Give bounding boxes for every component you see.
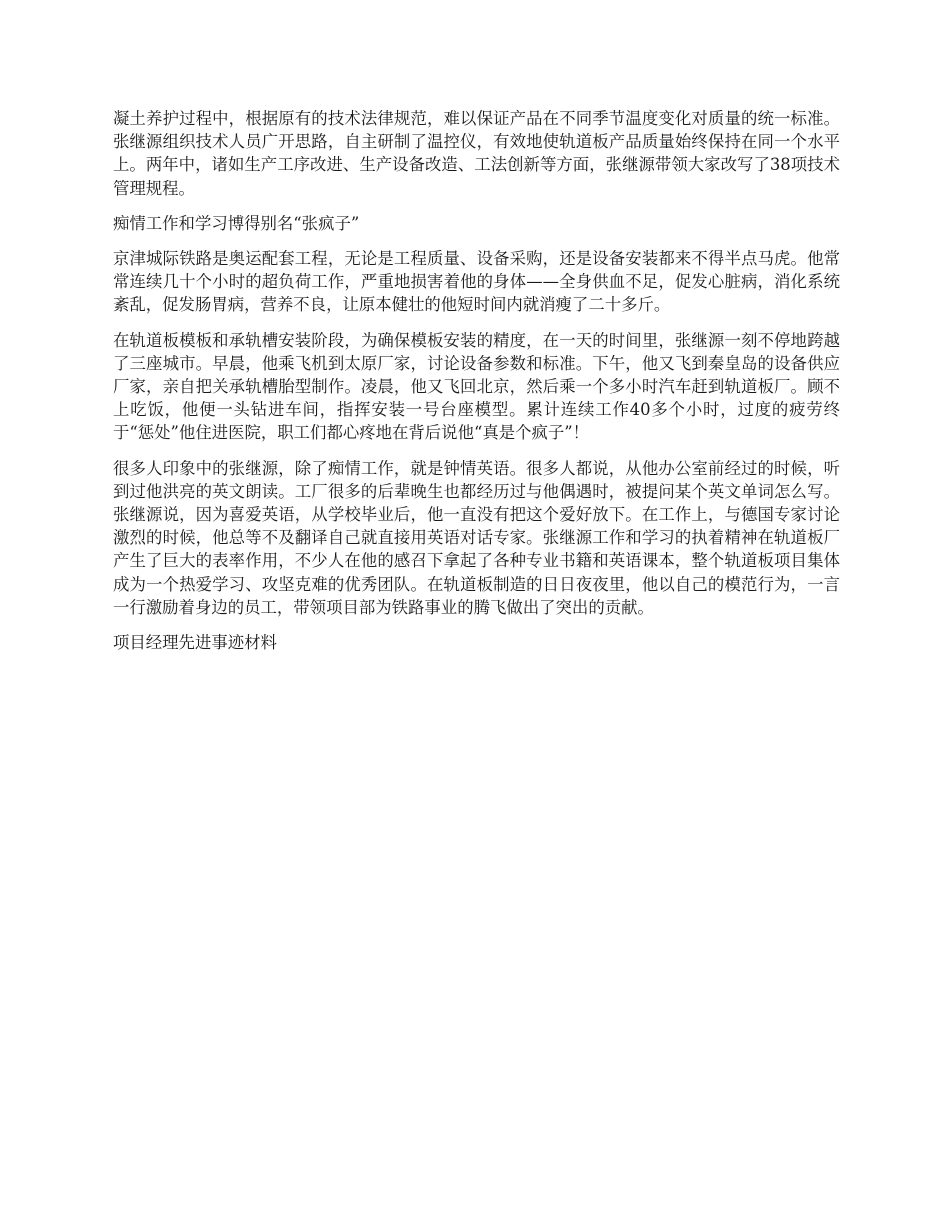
paragraph-three-cities: 在轨道板模板和承轨槽安装阶段，为确保模板安装的精度，在一天的时间里，张继源一刻不停地跨越了三座城市。早晨，他乘飞机到太原厂家，讨论设备参数和标准。下午，他又飞到秦皇岛的设备供应厂家，亲自把关承轨槽胎型制作。凌晨，他又飞回北京，然后乘一个多小时汽车赶到轨道板厂。顾不上吃饭，他便一头钻进车间，指挥安装一号台座模型。累计连续工作40多个小时，过度的疲劳终于“惩处”他住进医院，职工们都心疼地在背后说他“真是个疯子”！	[113, 330, 840, 443]
paragraph-technical-standards: 凝土养护过程中，根据原有的技术法律规范，难以保证产品在不同季节温度变化对质量的统一标准。张继源组织技术人员广开思路，自主研制了温控仪，有效地使轨道板产品质量始终保持在同一个水平上。两年中，诸如生产工序改进、生产设备改造、工法创新等方面，张继源带领大家改写了38项技术管理规程。	[113, 109, 840, 198]
section-heading-nickname: 痴情工作和学习博得别名“张疯子”	[113, 213, 360, 233]
paragraph-english-study: 很多人印象中的张继源，除了痴情工作，就是钟情英语。很多人都说，从他办公室前经过的时候，听到过他洪亮的英文朗读。工厂很多的后辈晚生也都经历过与他偶遇时，被提问某个英文单词怎么写。张继源说，因为喜爱英语，从学校毕业后，他一直没有把这个爱好放下。在工作上，与德国专家讨论激烈的时候，他总等不及翻译自己就直接用英语对话专家。张继源工作和学习的执着精神在轨道板厂产生了巨大的表率作用，不少人在他的感召下拿起了各种专业书籍和英语课本，整个轨道板项目集体成为一个热爱学习、攻坚克难的优秀团队。在轨道板制造的日日夜夜里，他以自己的模范行为，一言一行激励着身边的员工，带领项目部为铁路事业的腾飞做出了突出的贡献。	[113, 458, 840, 617]
paragraph-overwork: 京津城际铁路是奥运配套工程，无论是工程质量、设备采购，还是设备安装都来不得半点马虎。他常常连续几十个小时的超负荷工作，严重地损害着他的身体——全身供血不足，促发心脏病，消化系统紊乱，促发肠胃病，营养不良，让原本健壮的他短时间内就消瘦了二十多斤。	[113, 249, 840, 315]
section-heading-materials: 项目经理先进事迹材料	[113, 633, 277, 653]
